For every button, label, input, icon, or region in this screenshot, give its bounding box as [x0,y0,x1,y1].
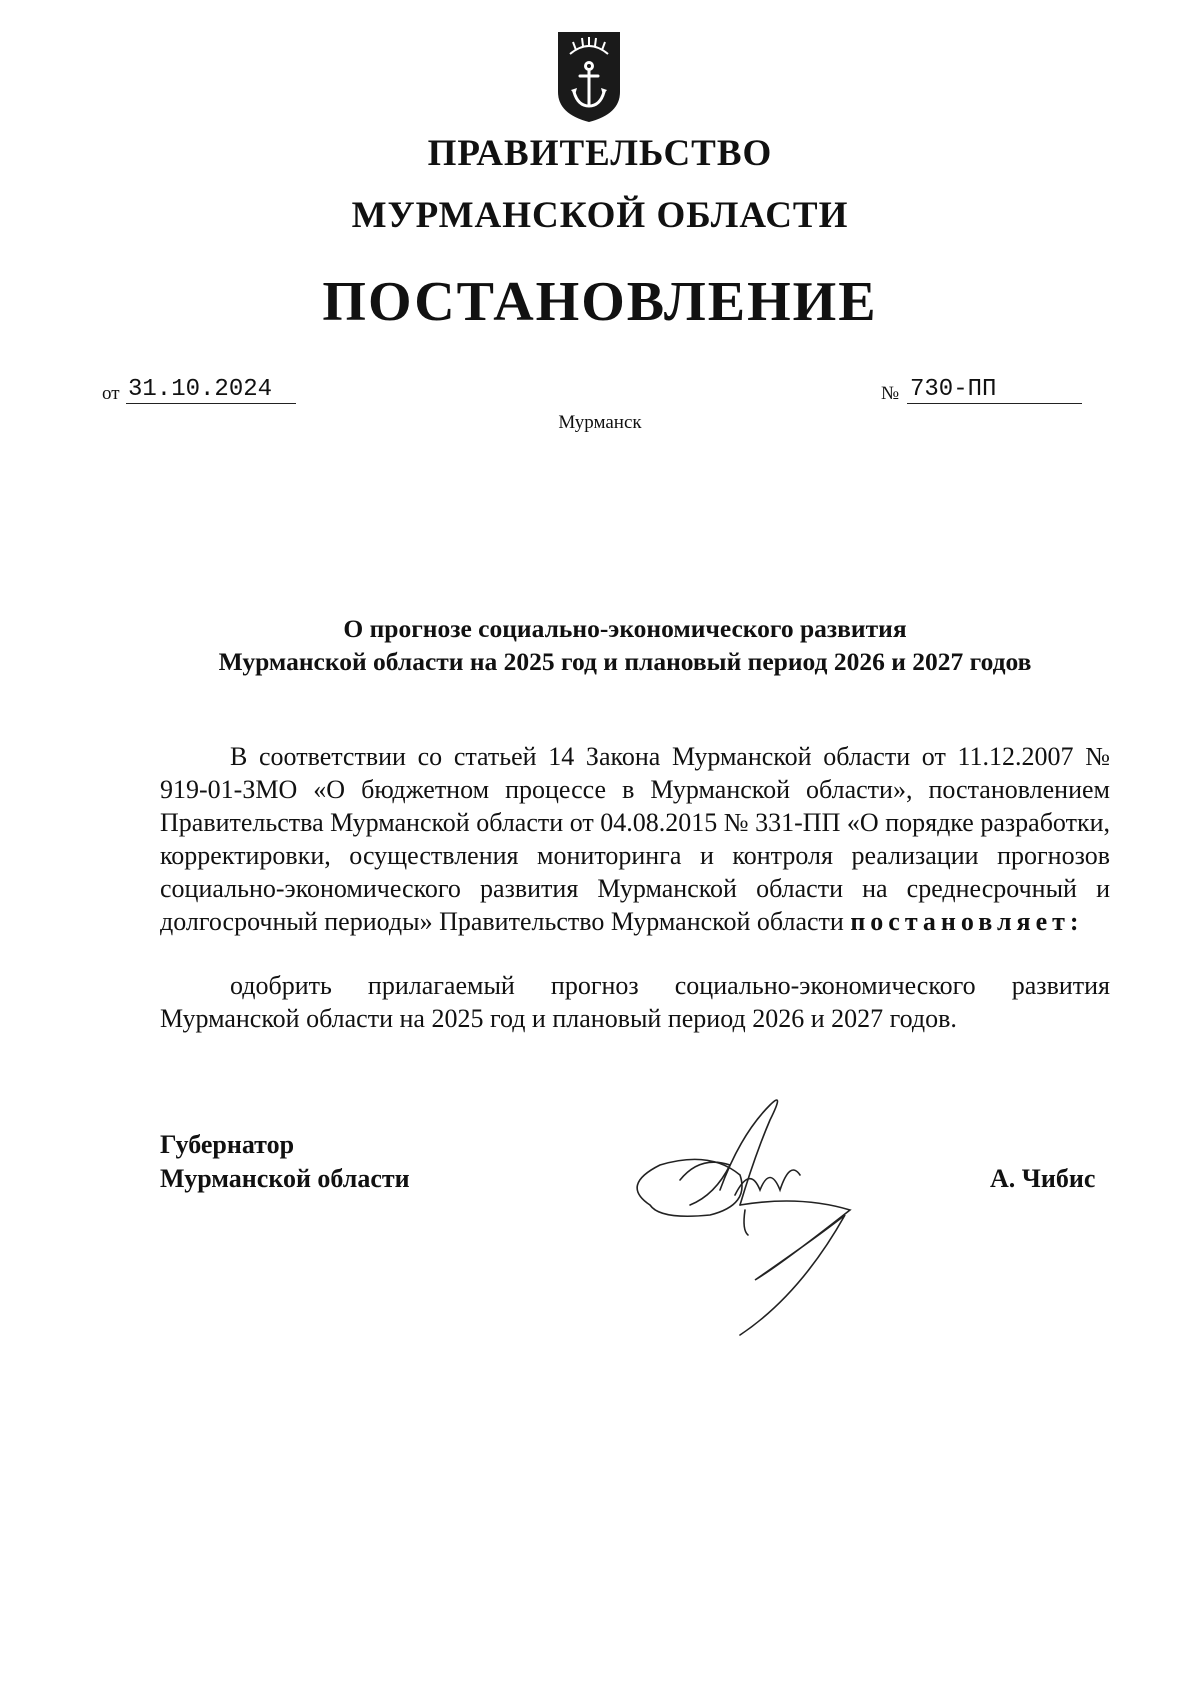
paragraph-1-text: В соответствии со статьей 14 Закона Мурманской области от 11.12.2007 № 919-01-ЗМО «О бюджетном процессе в Мурманской области», постановлением Правительства Мурманской области от 04.08.2015 № 331-ПП «О порядке разработки, корректировки, осуществления мониторинга и контроля реализации прогнозов социально-экономического развития Мурманской области на среднесрочный и долгосрочный периоды» Правительство Мурманской области [160,742,1110,936]
document-number: 730-ПП [907,377,1082,404]
document-date: 31.10.2024 [126,377,296,404]
handwritten-signature-icon [620,1095,900,1355]
subject-line1: О прогнозе социально-экономического развития [343,614,907,643]
number-prefix: № [881,383,900,404]
org-title-line2: МУРМАНСКОЙ ОБЛАСТИ [351,195,849,236]
document-type: ПОСТАНОВЛЕНИЕ [322,271,878,333]
date-prefix: от [102,383,120,404]
body-paragraph-1 [160,740,1110,938]
body-paragraph-2: одобрить прилагаемый прогноз социально-экономического развития Мурманской области на 2025 год и плановый период 2026 и 2027 годов. [160,971,1110,1033]
signatory-name: А. Чибис [990,1164,1096,1193]
document-subject [150,612,1100,678]
signatory-title-line1: Губернатор [160,1130,295,1159]
murmansk-coat-of-arms-icon [556,30,622,124]
decree-word: постановляет: [850,907,1084,936]
city: Мурманск [558,412,642,433]
signatory-title [160,1128,410,1196]
subject-line2: Мурманской области на 2025 год и плановый период 2026 и 2027 годов [218,647,1032,676]
signatory-title-line2: Мурманской области [160,1164,410,1193]
org-title-line1: ПРАВИТЕЛЬСТВО [427,133,773,174]
